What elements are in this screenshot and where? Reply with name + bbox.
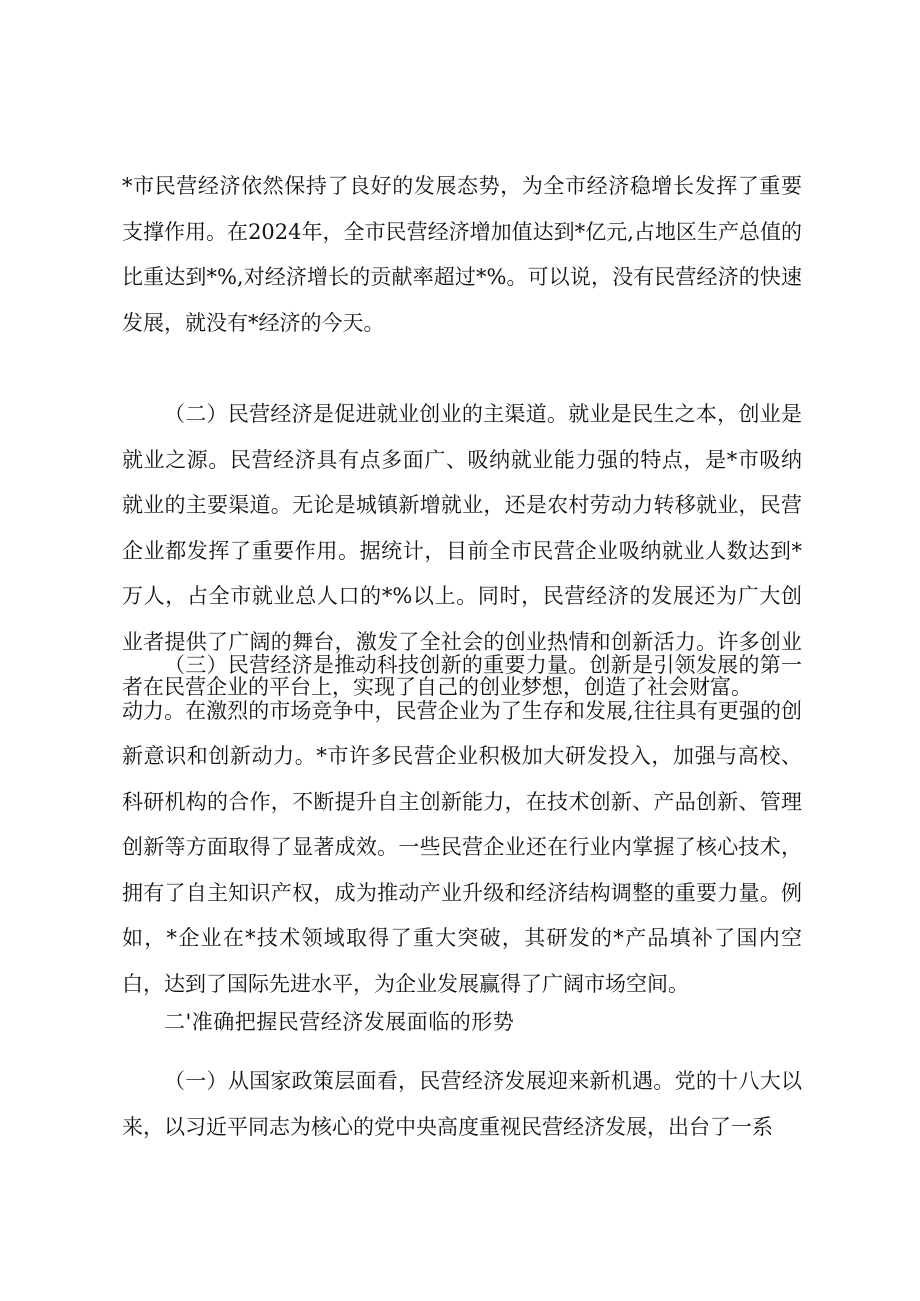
paragraph-employment: （二）民营经济是促进就业创业的主渠道。就业是民生之本，创业是就业之源。民营经济具有点多面广、吸纳就业能力强的特点，是*市吸纳就业的主要渠道。无论是城镇新增就业，还是农村劳动力转移就业，民营企业都发挥了重要作用。据统计，目前全市民营企业吸纳就业人数达到*万人，占全市就业总人口的*%以上。同时，民营经济的发展还为广大创业者提供了广阔的舞台，激发了全社会的创业热情和创新活力。许多创业者在民营企业的平台上，实现了自己的创业梦想，创造了社会财富。: [122, 402, 802, 699]
paragraph-continuation: *市民营经济依然保持了良好的发展态势，为全市经济稳增长发挥了重要支撑作用。在2024年，全市民营经济增加值达到*亿元,占地区生产总值的比重达到*%,对经济增长的贡献率超过*%。可以说，没有民营经济的快速发展，就没有*经济的今天。: [122, 174, 802, 335]
section-heading: 二'准确把握民营经济发展面临的形势: [164, 1010, 515, 1034]
paragraph-innovation: （三）民营经济是推动科技创新的重要力量。创新是引领发展的第一动力。在激烈的市场竞争中，民营企业为了生存和发展,往往具有更强的创新意识和创新动力。*市许多民营企业积极加大研发投入，加强与高校、科研机构的合作，不断提升自主创新能力，在技术创新、产品创新、管理创新等方面取得了显著成效。一些民营企业还在行业内掌握了核心技术，拥有了自主知识产权，成为推动产业升级和经济结构调整的重要力量。例如，*企业在*技术领域取得了重大突破，其研发的*产品填补了国内空白，达到了国际先进水平，为企业发展赢得了广阔市场空间。: [122, 653, 802, 996]
paragraph-policy: （一）从国家政策层面看，民营经济发展迎来新机遇。党的十八大以来，以习近平同志为核心的党中央高度重视民营经济发展，出台了一系: [122, 1069, 802, 1139]
